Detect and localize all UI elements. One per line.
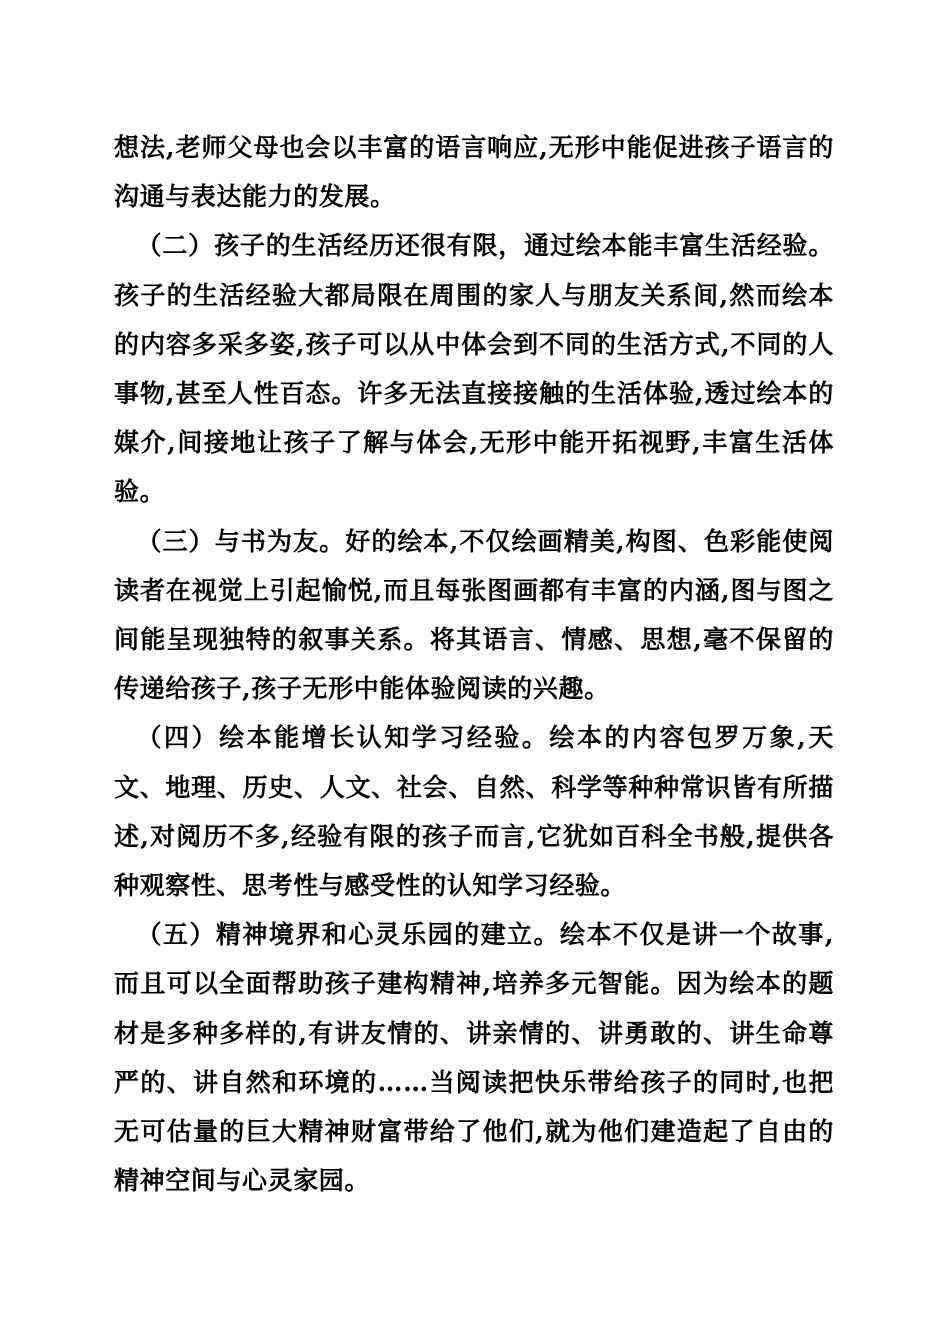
paragraph-point-three: （三）与书为友。好的绘本,不仅绘画精美,构图、色彩能使阅读者在视觉上引起愉悦,而且每张图画都有丰富的内涵,图与图之间能呈现独特的叙事关系。将其语言、情感、思想,毫不保留的传递给孩子,孩子无形中能体验阅读的兴趣。 bbox=[114, 526, 834, 704]
paragraph-point-four: （四）绘本能增长认知学习经验。绘本的内容包罗万象,天文、地理、历史、人文、社会、自然、科学等种种常识皆有所描述,对阅历不多,经验有限的孩子而言,它犹如百科全书般,提供各种观察性、思考性与感受性的认知学习经验。 bbox=[114, 723, 834, 901]
paragraph-point-five: （五）精神境界和心灵乐园的建立。绘本不仅是讲一个故事,而且可以全面帮助孩子建构精神,培养多元智能。因为绘本的题材是多种多样的,有讲友情的、讲亲情的、讲勇敢的、讲生命尊严的、讲自然和环境的……当阅读把快乐带给孩子的同时,也把无可估量的巨大精神财富带给了他们,就为他们建造起了自由的精神空间与心灵家园。 bbox=[114, 920, 834, 1196]
document-body bbox=[114, 123, 834, 1205]
paragraph-continuation: 想法,老师父母也会以丰富的语言响应,无形中能促进孩子语言的沟通与表达能力的发展。 bbox=[114, 133, 834, 212]
paragraph-point-two: （二）孩子的生活经历还很有限，通过绘本能丰富生活经验。孩子的生活经验大都局限在周围的家人与朋友关系间,然而绘本的内容多采多姿,孩子可以从中体会到不同的生活方式,不同的人事物,甚至人性百态。许多无法直接接触的生活体验,透过绘本的媒介,间接地让孩子了解与体会,无形中能开拓视野,丰富生活体验。 bbox=[114, 231, 834, 507]
